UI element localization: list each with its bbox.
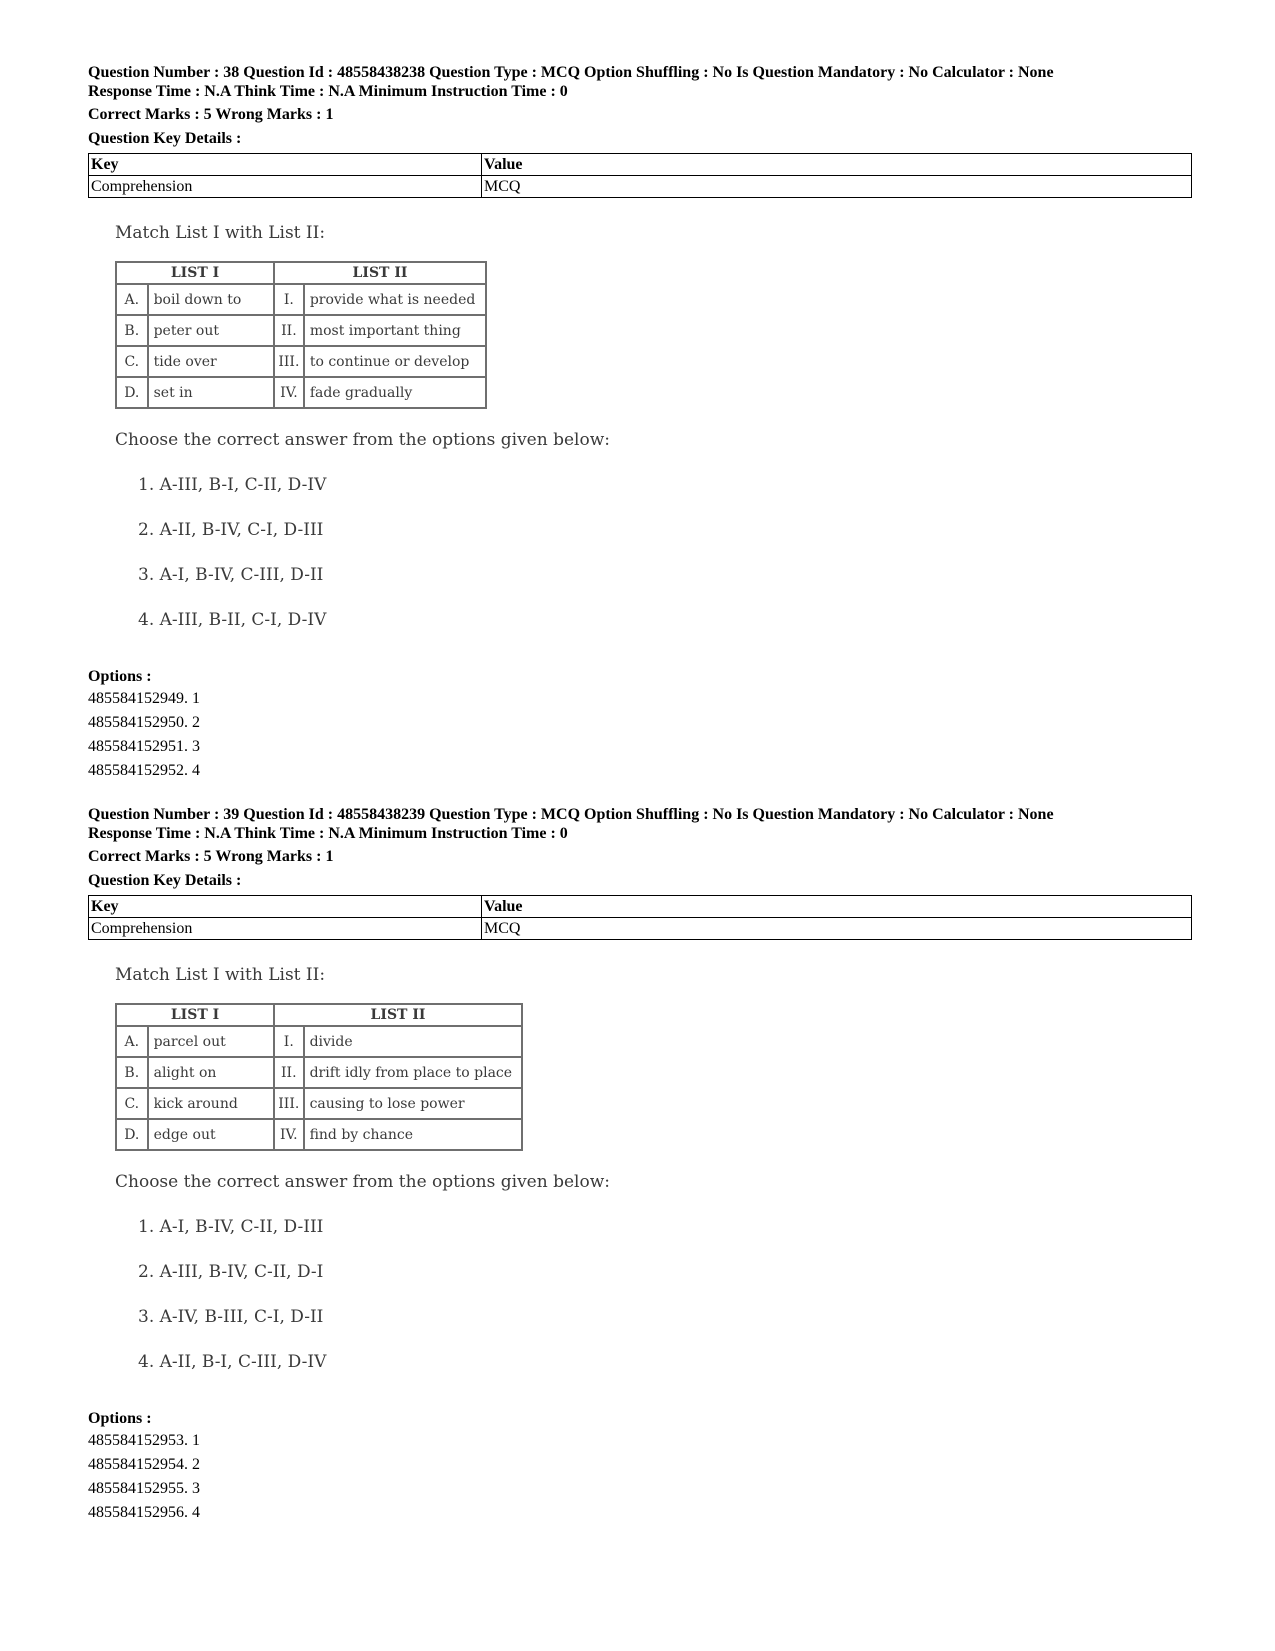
list1-item: boil down to xyxy=(148,284,274,315)
table-row xyxy=(116,315,486,346)
table-row xyxy=(116,1119,522,1150)
key-cell: Comprehension xyxy=(89,918,482,940)
option-item: 485584152951. 3 xyxy=(88,738,200,755)
option-item: 485584152952. 4 xyxy=(88,762,200,779)
value-header: Value xyxy=(482,154,1192,176)
choose-instruction: Choose the correct answer from the options given below: xyxy=(115,430,610,450)
match-lists-table xyxy=(115,261,487,409)
match-lists-table xyxy=(115,1003,523,1151)
option-item: 485584152954. 2 xyxy=(88,1456,200,1473)
question-image xyxy=(115,222,1192,631)
list2-item: causing to lose power xyxy=(304,1088,522,1119)
key-header: Key xyxy=(89,896,482,918)
question-meta-line-1: Question Number : 38 Question Id : 48558438238 Question Type : MCQ Option Shuffling : No Is Question Mandatory : No Calculator : None xyxy=(88,64,1054,81)
row-numeral: I. xyxy=(274,284,304,315)
list1-item: edge out xyxy=(148,1119,274,1150)
table-row xyxy=(116,1026,522,1057)
key-header: Key xyxy=(89,154,482,176)
option-item: 485584152956. 4 xyxy=(88,1504,200,1521)
list1-header: LIST I xyxy=(116,1004,274,1026)
answer-choice: 2. A-II, B-IV, C-I, D-III xyxy=(138,520,324,540)
row-letter: C. xyxy=(116,346,148,377)
value-cell: MCQ xyxy=(482,176,1192,198)
list1-item: set in xyxy=(148,377,274,408)
row-numeral: III. xyxy=(274,1088,304,1119)
row-letter: D. xyxy=(116,1119,148,1150)
key-cell: Comprehension xyxy=(89,176,482,198)
table-row xyxy=(116,1057,522,1088)
choose-instruction: Choose the correct answer from the options given below: xyxy=(115,1172,610,1192)
value-cell: MCQ xyxy=(482,918,1192,940)
list1-header: LIST I xyxy=(116,262,274,284)
option-item: 485584152955. 3 xyxy=(88,1480,200,1497)
table-row xyxy=(116,1088,522,1119)
list2-item: find by chance xyxy=(304,1119,522,1150)
question-block-38 xyxy=(88,63,1192,783)
option-item: 485584152950. 2 xyxy=(88,714,200,731)
row-numeral: III. xyxy=(274,346,304,377)
key-details-table xyxy=(88,153,1192,198)
question-meta-line-1: Question Number : 39 Question Id : 48558438239 Question Type : MCQ Option Shuffling : No Is Question Mandatory : No Calculator : None xyxy=(88,806,1054,823)
table-row xyxy=(116,284,486,315)
row-numeral: II. xyxy=(274,1057,304,1088)
row-numeral: IV. xyxy=(274,1119,304,1150)
option-item: 485584152949. 1 xyxy=(88,690,200,707)
list1-item: tide over xyxy=(148,346,274,377)
answer-choice: 4. A-II, B-I, C-III, D-IV xyxy=(138,1352,327,1372)
row-numeral: IV. xyxy=(274,377,304,408)
list2-item: drift idly from place to place xyxy=(304,1057,522,1088)
answer-choice: 1. A-I, B-IV, C-II, D-III xyxy=(138,1217,324,1237)
row-letter: D. xyxy=(116,377,148,408)
value-header: Value xyxy=(482,896,1192,918)
list2-item: provide what is needed xyxy=(304,284,486,315)
list1-item: alight on xyxy=(148,1057,274,1088)
list1-item: peter out xyxy=(148,315,274,346)
answer-choice: 2. A-III, B-IV, C-II, D-I xyxy=(138,1262,324,1282)
options-label: Options : xyxy=(88,1410,152,1427)
list2-item: to continue or develop xyxy=(304,346,486,377)
options-label: Options : xyxy=(88,668,152,685)
list2-header: LIST II xyxy=(274,262,486,284)
answer-choice: 3. A-I, B-IV, C-III, D-II xyxy=(138,565,324,585)
marks-info: Correct Marks : 5 Wrong Marks : 1 xyxy=(88,848,334,865)
row-letter: B. xyxy=(116,1057,148,1088)
row-letter: A. xyxy=(116,284,148,315)
match-title: Match List I with List II: xyxy=(115,223,326,243)
question-key-details-label: Question Key Details : xyxy=(88,872,242,889)
list1-item: parcel out xyxy=(148,1026,274,1057)
answer-choice: 3. A-IV, B-III, C-I, D-II xyxy=(138,1307,324,1327)
key-details-table xyxy=(88,895,1192,940)
question-key-details-label: Question Key Details : xyxy=(88,130,242,147)
marks-info: Correct Marks : 5 Wrong Marks : 1 xyxy=(88,106,334,123)
table-row xyxy=(116,346,486,377)
list2-item: divide xyxy=(304,1026,522,1057)
row-letter: C. xyxy=(116,1088,148,1119)
list1-item: kick around xyxy=(148,1088,274,1119)
list2-item: fade gradually xyxy=(304,377,486,408)
row-numeral: I. xyxy=(274,1026,304,1057)
row-numeral: II. xyxy=(274,315,304,346)
question-image xyxy=(115,964,1192,1373)
table-row xyxy=(116,377,486,408)
list2-header: LIST II xyxy=(274,1004,522,1026)
answer-choice: 1. A-III, B-I, C-II, D-IV xyxy=(138,475,327,495)
row-letter: B. xyxy=(116,315,148,346)
question-block-39 xyxy=(88,805,1192,1525)
question-meta-line-2: Response Time : N.A Think Time : N.A Minimum Instruction Time : 0 xyxy=(88,825,568,842)
question-meta-line-2: Response Time : N.A Think Time : N.A Minimum Instruction Time : 0 xyxy=(88,83,568,100)
answer-choice: 4. A-III, B-II, C-I, D-IV xyxy=(138,610,327,630)
list2-item: most important thing xyxy=(304,315,486,346)
match-title: Match List I with List II: xyxy=(115,965,326,985)
option-item: 485584152953. 1 xyxy=(88,1432,200,1449)
row-letter: A. xyxy=(116,1026,148,1057)
